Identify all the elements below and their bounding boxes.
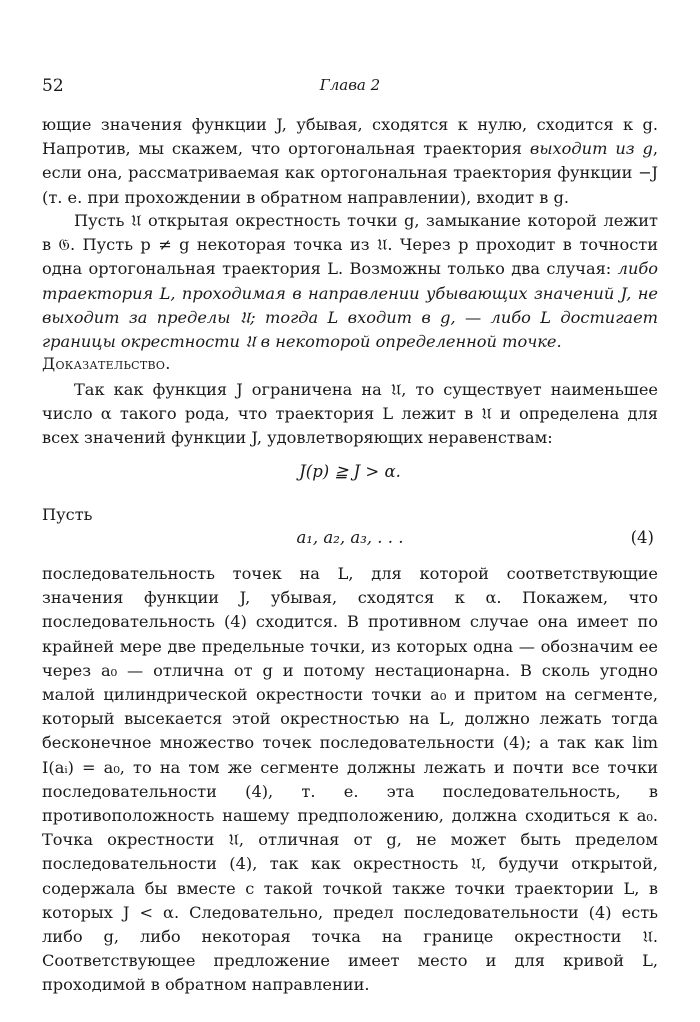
- paragraph-1-emphasis: выходит из g: [529, 139, 653, 159]
- paragraph-1-text-a: ющие значения функции J, убывая, сходятся к нулю, сходится к g. Напротив, мы скажем, что ортогональная траектория: [42, 115, 658, 159]
- paragraph-1: [42, 113, 658, 210]
- paragraph-2-text: Пусть 𝔘 открытая окрестность точки g, замыкание которой лежит в 𝔊. Пусть p ≠ g некоторая точка из 𝔘. Через p проходит в точности одна ортогональная траектория L. Возможны только два случая:: [42, 211, 658, 279]
- page-header: [42, 76, 658, 100]
- pust-label: Пусть: [42, 505, 93, 524]
- paragraph-2: [42, 209, 658, 354]
- page-number: 52: [42, 76, 64, 96]
- paragraph-4: последовательность точек на L, для которой соответствующие значения функции J, убывая, сходятся к α. Покажем, что последовательность (4) сходится. В противном случае она имеет по крайней мере две предельные точки, из которых одна — обозначим ее через a₀ — отлична от g и потому нестационарна. В сколь угодно малой цилиндрической окрестности точки a₀ и притом на сегменте, который высекается этой окрестностью на L, должно лежать тогда бесконечное множество точек последовательности (4); а так как lim I(aᵢ) = a₀, то на том же сегменте должны лежать и почти все точки последовательности (4), т. е. эта последовательность, в противоположность нашему предположению, должна сходиться к a₀. Точка окрестности 𝔘, отличная от g, не может быть пределом последовательности (4), так как окрестность 𝔘, будучи открытой, содержала бы вместе с такой точкой также точки траектории L, в которых J < α. Следовательно, предел последовательности (4) есть либо g, либо некоторая точка на границе окрестности 𝔘. Соответствующее предложение имеет место и для кривой L, проходимой в обратном направлении.: [42, 564, 658, 995]
- equation-tag: (4): [630, 528, 654, 547]
- sequence-formula: a₁, a₂, a₃, . . .: [296, 528, 404, 547]
- inequality-display: J(p) ≧ J > α.: [299, 462, 401, 481]
- running-title: Глава 2: [319, 76, 381, 94]
- paragraph-1-text-b: , если она, рассматриваемая как ортогональная траектория функции −J (т. е. при прохождении в обратном направлении), входит в g.: [42, 139, 658, 207]
- paragraph-3: Так как функция J ограничена на 𝔘, то существует наименьшее число α такого рода, что траектория L лежит в 𝔘 и определена для всех значений функции J, удовлетворяющих неравенствам:: [42, 380, 658, 448]
- proof-label: Доказательство.: [42, 354, 171, 373]
- paragraph-2-theorem: либо траектория L, проходимая в направлении убывающих значений J, не выходит за пределы 𝔘; тогда L входит в g, — либо L достигает границы окрестности 𝔘 в некоторой определенной точке.: [42, 259, 658, 352]
